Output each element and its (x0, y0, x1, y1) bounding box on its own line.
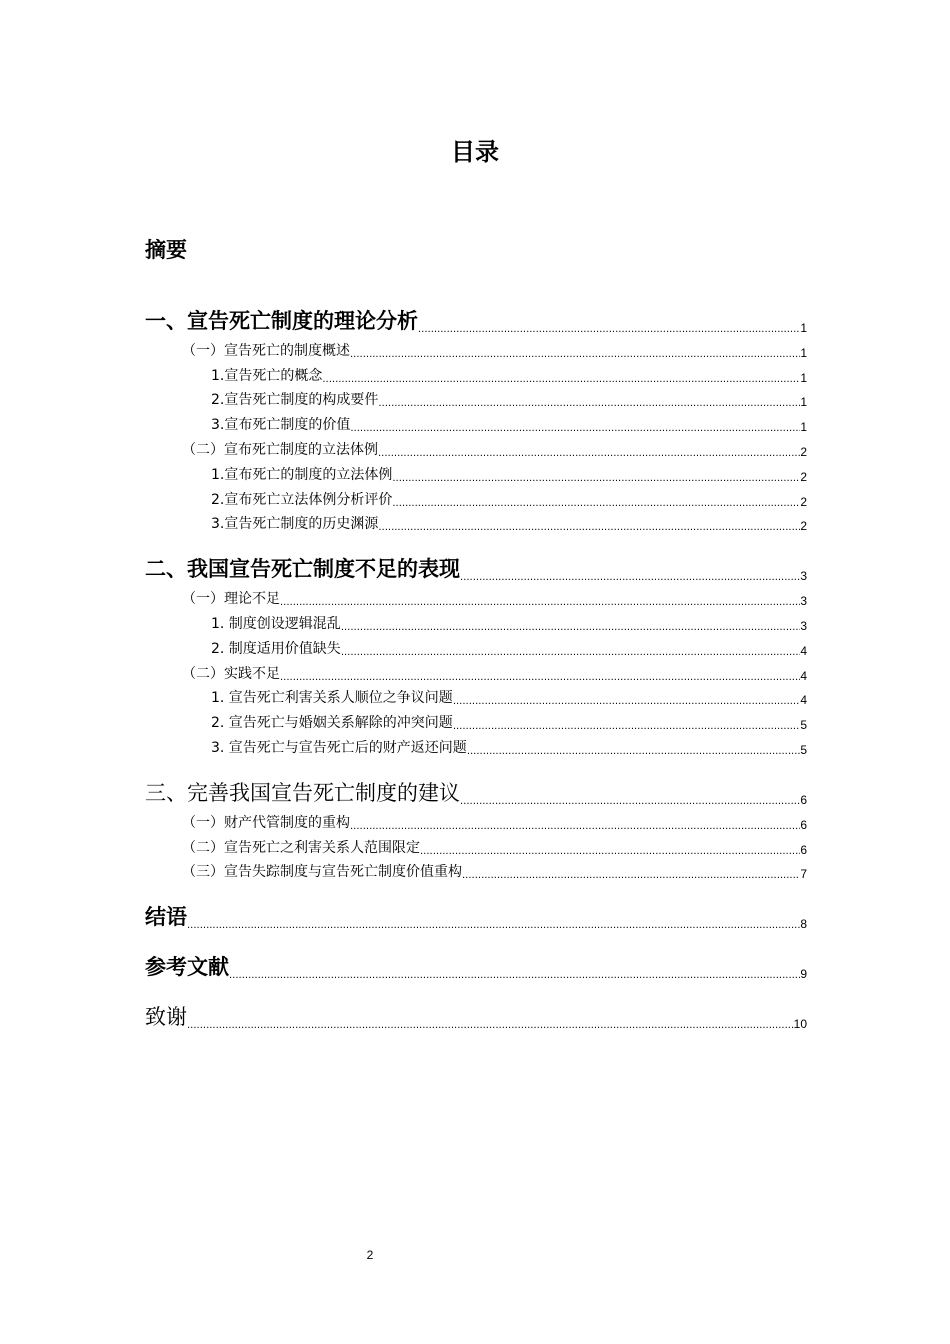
toc-entry-title: 1.宣告死亡的概念 (211, 367, 323, 384)
toc-entry-page: 6 (800, 817, 807, 832)
toc-entry[interactable] (145, 410, 807, 435)
toc-entry[interactable] (145, 534, 807, 584)
toc-entry[interactable] (145, 485, 807, 510)
toc-entry[interactable] (145, 659, 807, 684)
toc-leader-dots (229, 963, 800, 982)
toc-entry[interactable] (145, 510, 807, 535)
toc-leader-dots (392, 466, 800, 485)
toc-leader-dots (350, 416, 800, 435)
toc-entry-page: 4 (800, 643, 807, 658)
toc-entry[interactable] (145, 609, 807, 634)
toc-entry[interactable] (145, 336, 807, 361)
toc-entry[interactable] (145, 634, 807, 659)
toc-leader-dots (378, 391, 800, 410)
toc-entry-title: （一）宣告死亡的制度概述 (182, 342, 350, 359)
toc-entry-title: （二）宣布死亡制度的立法体例 (182, 441, 378, 458)
toc-entry-page: 3 (800, 594, 807, 609)
toc-entry-page: 2 (800, 494, 807, 509)
toc-leader-dots (378, 515, 800, 534)
toc-entry-title: （一）财产代管制度的重构 (182, 814, 350, 831)
toc-entry-page: 6 (800, 792, 807, 807)
toc-entry-page: 2 (800, 469, 807, 484)
toc-entry-page: 3 (800, 569, 807, 584)
toc-leader-dots (420, 839, 800, 858)
toc-entry[interactable] (145, 758, 807, 808)
toc-leader-dots (341, 615, 801, 634)
toc-entry-page: 1 (800, 370, 807, 385)
toc-entry-title: 3. 宣告死亡与宣告死亡后的财产返还问题 (211, 739, 467, 756)
toc-entry-page: 6 (800, 842, 807, 857)
toc-entry[interactable] (145, 833, 807, 858)
toc-entry-title: 二、我国宣告死亡制度不足的表现 (145, 557, 460, 582)
toc-entry-page: 4 (800, 693, 807, 708)
toc-entry-title: 2.宣告死亡制度的构成要件 (211, 392, 379, 409)
toc-entry[interactable] (145, 882, 807, 932)
toc-entry[interactable] (145, 708, 807, 733)
toc-leader-dots (378, 441, 800, 460)
abstract-heading: 摘要 (145, 238, 187, 262)
toc-leader-dots (350, 342, 800, 361)
toc-entry-title: 3.宣布死亡制度的价值 (211, 417, 351, 434)
toc-entry-title: 2. 宣告死亡与婚姻关系解除的冲突问题 (211, 715, 453, 732)
toc-entry-page: 10 (793, 1017, 807, 1032)
toc-entry[interactable] (145, 932, 807, 982)
toc-leader-dots (350, 814, 800, 833)
toc-entry-title: 2. 制度适用价值缺失 (211, 640, 341, 657)
toc-entry-page: 7 (800, 867, 807, 882)
toc-leader-dots (453, 714, 801, 733)
toc-entry-page: 2 (800, 444, 807, 459)
toc-leader-dots (187, 1013, 794, 1032)
toc-entry[interactable] (145, 584, 807, 609)
toc-leader-dots (467, 739, 801, 758)
toc-leader-dots (453, 689, 801, 708)
toc-entry-page: 9 (800, 967, 807, 982)
toc-leader-dots (460, 789, 800, 808)
toc-entry-page: 4 (800, 668, 807, 683)
toc-entry-page: 1 (800, 395, 807, 410)
toc-entry-page: 3 (800, 618, 807, 633)
toc-entry-title: 1.宣布死亡的制度的立法体例 (211, 466, 393, 483)
toc-entry[interactable] (145, 460, 807, 485)
toc-entry-title: 致谢 (145, 1005, 187, 1030)
toc-entry-title: 结语 (145, 905, 187, 930)
toc-entry-page: 5 (800, 742, 807, 757)
toc-entry-title: 参考文献 (145, 955, 229, 980)
toc-leader-dots (280, 590, 800, 609)
toc-entry[interactable] (145, 684, 807, 709)
toc-entry[interactable] (145, 733, 807, 758)
toc-entry[interactable] (145, 286, 807, 336)
toc-leader-dots (418, 317, 800, 336)
toc-leader-dots (280, 665, 800, 684)
table-of-contents (145, 286, 807, 1032)
toc-entry-page: 5 (800, 718, 807, 733)
toc-entry-title: 三、完善我国宣告死亡制度的建议 (145, 780, 460, 805)
toc-leader-dots (322, 367, 800, 386)
page-title: 目录 (451, 138, 499, 166)
toc-leader-dots (187, 913, 800, 932)
toc-entry[interactable] (145, 858, 807, 883)
toc-entry-page: 1 (800, 321, 807, 335)
page-number: 2 (366, 1248, 374, 1262)
toc-leader-dots (392, 491, 800, 510)
toc-entry-title: 1. 宣告死亡利害关系人顺位之争议问题 (211, 690, 453, 707)
toc-entry-title: 3.宣告死亡制度的历史渊源 (211, 516, 379, 533)
toc-entry[interactable] (145, 386, 807, 411)
toc-leader-dots (460, 565, 800, 584)
toc-leader-dots (462, 863, 800, 882)
toc-entry-page: 2 (800, 519, 807, 534)
toc-entry[interactable] (145, 435, 807, 460)
toc-entry-title: （三）宣告失踪制度与宣告死亡制度价值重构 (182, 864, 462, 881)
toc-entry-title: 1. 制度创设逻辑混乱 (211, 615, 341, 632)
toc-entry[interactable] (145, 808, 807, 833)
toc-entry-page: 1 (800, 420, 807, 435)
toc-entry-page: 8 (800, 917, 807, 932)
toc-entry[interactable] (145, 361, 807, 386)
toc-entry-title: 2.宣布死亡立法体例分析评价 (211, 491, 393, 508)
toc-entry-title: 一、宣告死亡制度的理论分析 (145, 309, 418, 333)
toc-entry-page: 1 (800, 345, 807, 360)
toc-leader-dots (341, 640, 801, 659)
toc-entry-title: （一）理论不足 (182, 591, 280, 608)
toc-entry[interactable] (145, 982, 807, 1032)
toc-entry-title: （二）实践不足 (182, 665, 280, 682)
toc-entry-title: （二）宣告死亡之利害关系人范围限定 (182, 839, 420, 856)
